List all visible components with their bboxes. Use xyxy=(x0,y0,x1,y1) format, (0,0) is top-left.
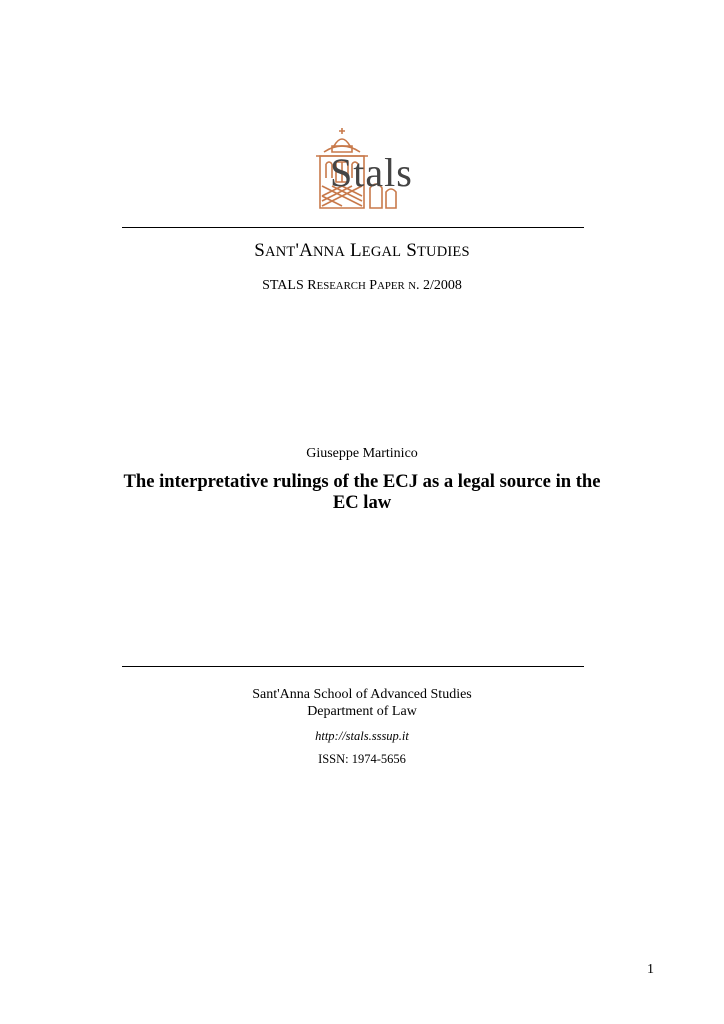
stals-logo xyxy=(312,126,432,212)
institution-name: Sant'Anna School of Advanced Studies xyxy=(252,687,472,702)
heading-fragment: 'A xyxy=(295,240,313,261)
issn: ISSN: 1974-5656 xyxy=(318,752,406,766)
paper-number xyxy=(0,278,724,294)
heading-fragment: . 2/2008 xyxy=(416,278,462,293)
heading-fragment: S xyxy=(401,240,417,261)
stals-logo-graphic xyxy=(312,126,432,212)
paper-title: The interpretative rulings of the ECJ as a legal source in the EC law xyxy=(123,471,601,513)
heading-fragment: P xyxy=(365,278,378,293)
institution xyxy=(0,686,724,720)
heading-fragment: L xyxy=(345,240,362,261)
heading-fragment: EGAL xyxy=(361,244,402,260)
heading-fragment: APER xyxy=(377,280,405,292)
heading-fragment: STALS R xyxy=(262,278,317,293)
heading-fragment: S xyxy=(254,240,266,261)
bottom-divider xyxy=(122,666,584,667)
page-number: 1 xyxy=(647,962,654,977)
heading-fragment: TUDIES xyxy=(416,244,470,260)
heading-fragment: ANT xyxy=(265,244,296,260)
heading-fragment: N xyxy=(408,280,417,292)
svg-text:Stals: Stals xyxy=(330,150,413,195)
heading-fragment: NNA xyxy=(313,244,346,260)
series-title xyxy=(0,240,724,262)
department-name: Department of Law xyxy=(307,704,417,719)
author: Giuseppe Martinico xyxy=(306,446,418,461)
top-divider xyxy=(122,227,584,228)
heading-fragment: ESEARCH xyxy=(316,280,366,292)
website-link[interactable]: http://stals.sssup.it xyxy=(315,729,409,743)
